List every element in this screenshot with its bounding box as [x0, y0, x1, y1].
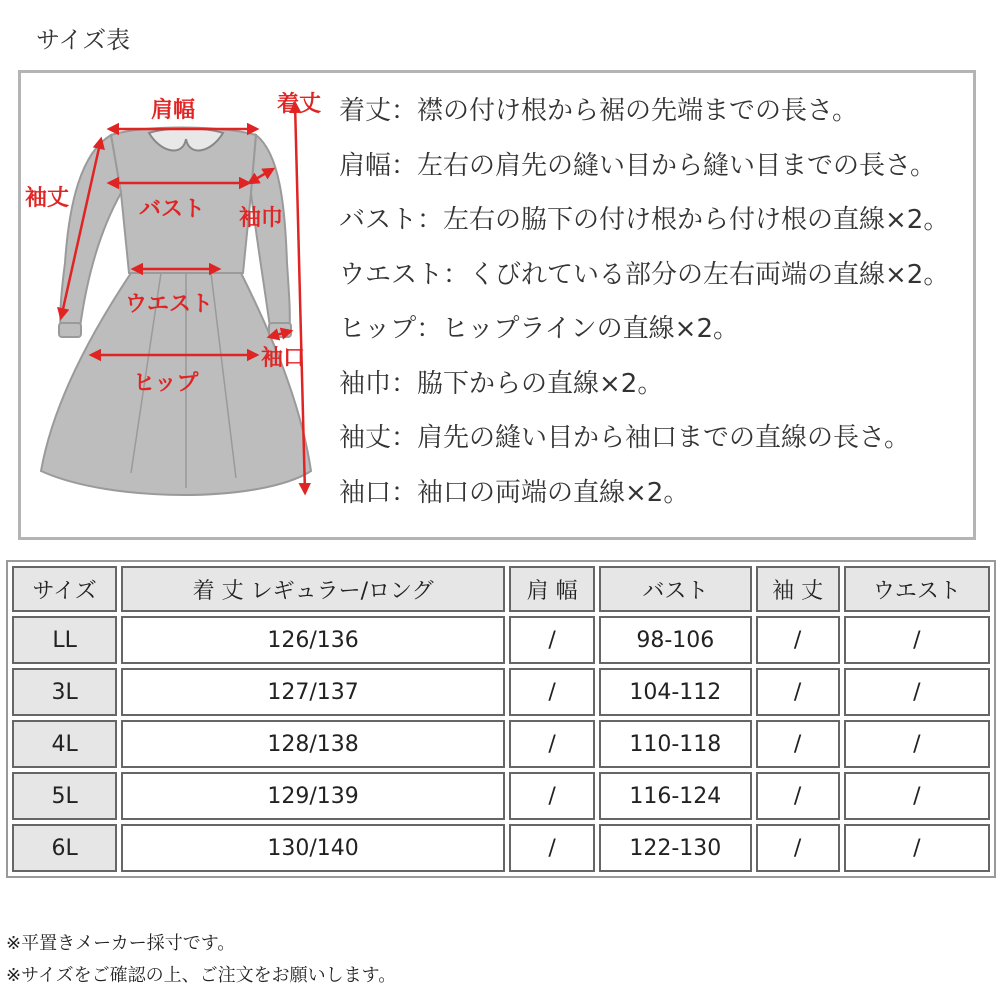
- cell-sleeve-length: /: [756, 616, 840, 664]
- cell-bust: 104-112: [599, 668, 751, 716]
- cell-size: 3L: [12, 668, 117, 716]
- label-cuff: 袖口: [261, 345, 306, 371]
- header-waist: ウエスト: [844, 566, 990, 612]
- cell-shoulder: /: [509, 772, 595, 820]
- table-row: [12, 668, 990, 716]
- cell-bust: 116-124: [599, 772, 751, 820]
- label-hip: ヒップ: [133, 370, 199, 396]
- page-title: サイズ表: [36, 26, 131, 54]
- label-waist: ウエスト: [125, 291, 214, 317]
- label-sleeve-length: 袖丈: [25, 185, 70, 211]
- header-length: 着 丈 レギュラー/ロング: [121, 566, 505, 612]
- cell-size: LL: [12, 616, 117, 664]
- header-shoulder: 肩 幅: [509, 566, 595, 612]
- definition-shoulder: 肩幅：左右の肩先の縫い目から縫い目までの長さ。: [339, 150, 936, 181]
- table-row: [12, 616, 990, 664]
- cell-waist: /: [844, 668, 990, 716]
- cell-length: 129/139: [121, 772, 505, 820]
- cell-sleeve-length: /: [756, 668, 840, 716]
- definition-waist: ウエスト：くびれている部分の左右両端の直線×2。: [339, 259, 950, 290]
- table-header-row: [12, 566, 990, 612]
- label-bust: バスト: [139, 196, 206, 222]
- header-size: サイズ: [12, 566, 117, 612]
- cell-bust: 110-118: [599, 720, 751, 768]
- label-shoulder: 肩幅: [151, 97, 196, 123]
- definition-sleeve-length: 袖丈：肩先の縫い目から袖口までの直線の長さ。: [339, 423, 910, 453]
- cell-shoulder: /: [509, 720, 595, 768]
- measurement-diagram-panel: [18, 70, 976, 540]
- table-row: [12, 772, 990, 820]
- cell-size: 6L: [12, 824, 117, 872]
- dress-illustration: [21, 73, 351, 538]
- note-measurement: ※平置きメーカー採寸です。: [6, 933, 236, 954]
- definition-cuff: 袖口：袖口の両端の直線×2。: [339, 477, 690, 508]
- cell-waist: /: [844, 772, 990, 820]
- cell-length: 128/138: [121, 720, 505, 768]
- label-length: 着丈: [277, 91, 322, 117]
- notes: [6, 928, 396, 992]
- table-row: [12, 720, 990, 768]
- cell-sleeve-length: /: [756, 824, 840, 872]
- cell-length: 130/140: [121, 824, 505, 872]
- definition-sleeve-width: 袖巾：脇下からの直線×2。: [339, 368, 664, 399]
- cell-bust: 98-106: [599, 616, 751, 664]
- cell-shoulder: /: [509, 668, 595, 716]
- cell-shoulder: /: [509, 824, 595, 872]
- cell-waist: /: [844, 616, 990, 664]
- note-confirm: ※サイズをご確認の上、ご注文をお願いします。: [6, 965, 397, 986]
- cell-length: 127/137: [121, 668, 505, 716]
- definition-bust: バスト：左右の脇下の付け根から付け根の直線×2。: [339, 205, 950, 235]
- cell-shoulder: /: [509, 616, 595, 664]
- cell-sleeve-length: /: [756, 772, 840, 820]
- cell-sleeve-length: /: [756, 720, 840, 768]
- cell-bust: 122-130: [599, 824, 751, 872]
- cell-size: 5L: [12, 772, 117, 820]
- header-sleeve-length: 袖 丈: [756, 566, 840, 612]
- label-sleeve-width: 袖巾: [239, 205, 284, 231]
- cell-waist: /: [844, 720, 990, 768]
- cell-length: 126/136: [121, 616, 505, 664]
- definition-hip: ヒップ：ヒップラインの直線×2。: [339, 314, 739, 344]
- header-bust: バスト: [599, 566, 751, 612]
- definition-length: 着丈：襟の付け根から裾の先端までの長さ。: [339, 96, 858, 126]
- table-row: [12, 824, 990, 872]
- cell-size: 4L: [12, 720, 117, 768]
- measurement-definitions: [339, 91, 949, 527]
- size-table: [6, 560, 996, 878]
- cell-waist: /: [844, 824, 990, 872]
